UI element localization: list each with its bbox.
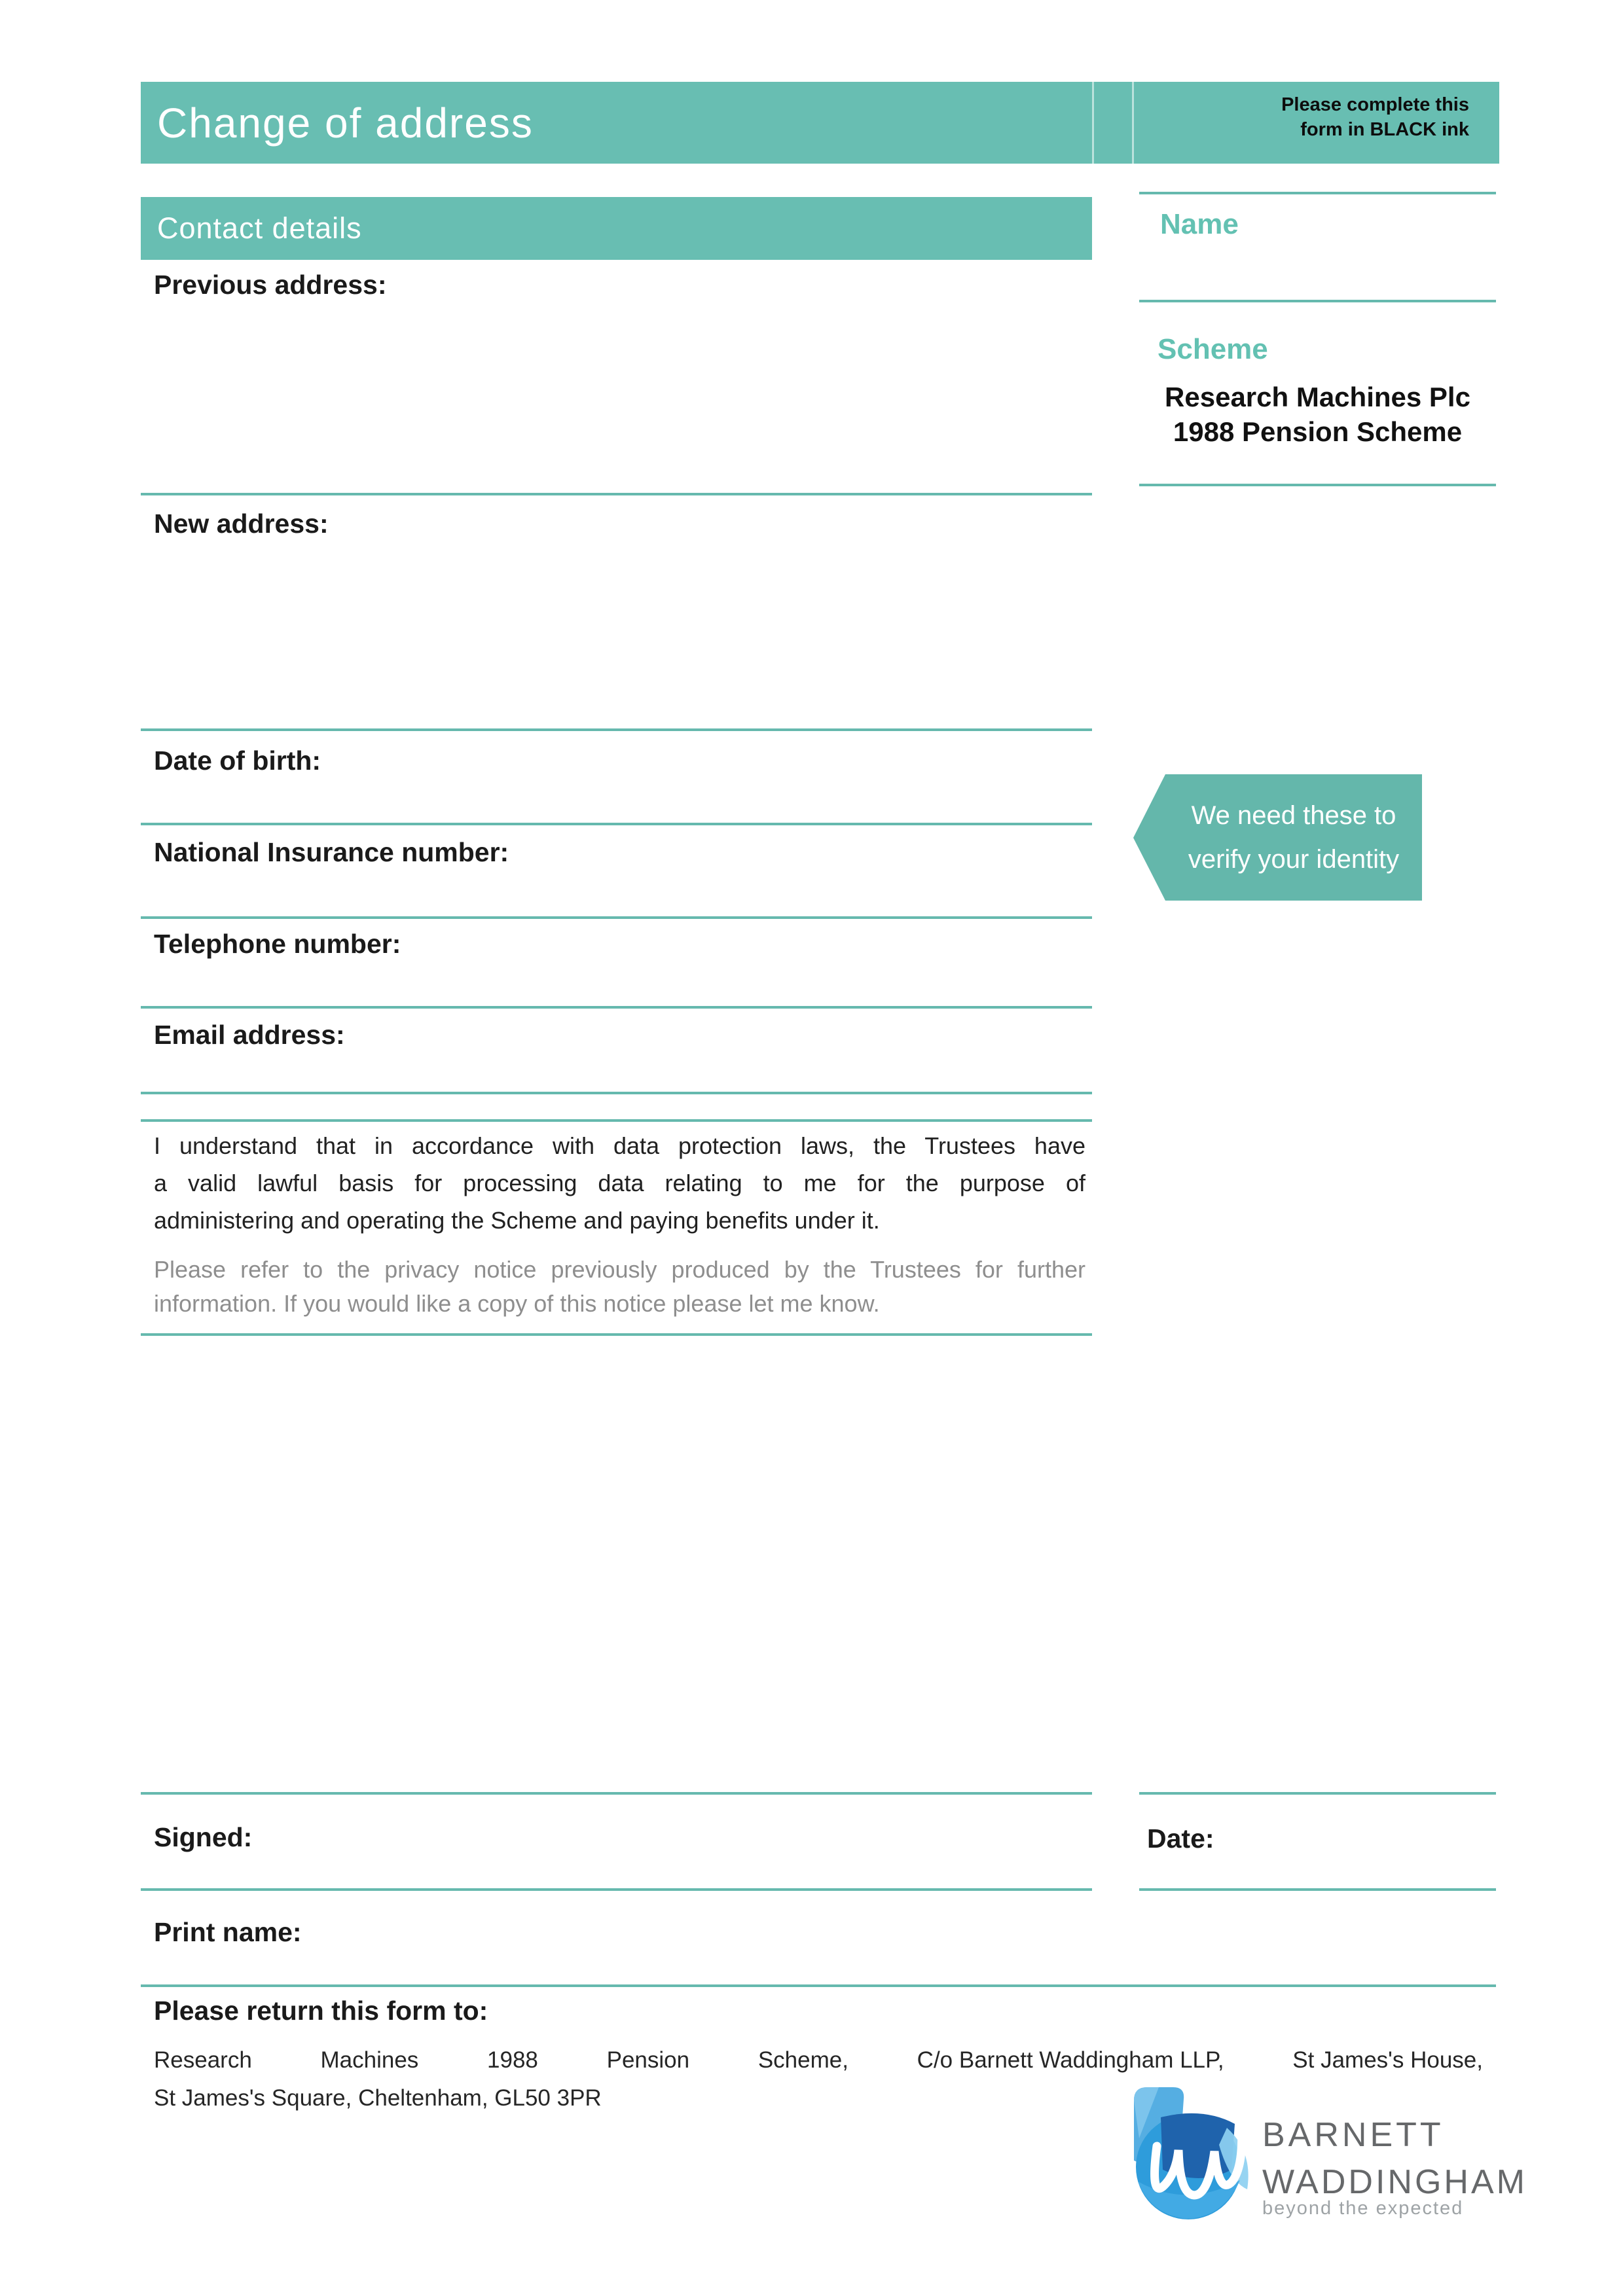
return-address-segment: Research — [154, 2047, 252, 2073]
identity-callout — [1133, 774, 1422, 901]
scheme-name — [1139, 380, 1496, 449]
print-name-label: Print name: — [154, 1917, 302, 1947]
ni-number-input[interactable] — [504, 828, 1087, 913]
black-ink-instruction — [1281, 92, 1469, 142]
return-address-segment: 1988 — [487, 2047, 538, 2073]
ni-number-label: National Insurance number: — [154, 837, 509, 867]
date-of-birth-rule — [141, 823, 1092, 825]
declaration-line1: I understand that in accordance with data protection laws, the Trustees have — [154, 1132, 1085, 1159]
return-address-segment: Scheme, — [757, 2047, 848, 2073]
new-address-rule — [141, 728, 1092, 731]
telephone-label: Telephone number: — [154, 929, 401, 959]
signed-top-rule — [141, 1792, 1092, 1795]
privacy-note-line2: information. If you would like a copy of this notice please let me know. — [154, 1290, 880, 1317]
header-bar — [141, 82, 1499, 164]
page-title: Change of address — [157, 99, 534, 147]
previous-address-rule — [141, 493, 1092, 495]
email-label: Email address: — [154, 1020, 345, 1050]
header-divider-seam — [1132, 82, 1134, 164]
declaration-text — [154, 1127, 1085, 1239]
barnett-waddingham-logo-icon — [1125, 2083, 1253, 2219]
date-input[interactable] — [1237, 1800, 1496, 1885]
telephone-input[interactable] — [458, 920, 1087, 1001]
print-name-bottom-rule — [141, 1984, 1496, 1987]
ni-number-rule — [141, 916, 1092, 919]
identity-callout-text — [1165, 774, 1422, 901]
name-input[interactable] — [1139, 242, 1496, 298]
scheme-name-line2: 1988 Pension Scheme — [1173, 416, 1463, 447]
identity-callout-line1: We need these to — [1191, 800, 1396, 830]
scheme-bottom-rule — [1139, 484, 1496, 486]
contact-details-heading: Contact details — [157, 211, 362, 245]
logo-name-line2: WADDINGHAM — [1262, 2163, 1527, 2201]
date-bottom-rule — [1139, 1888, 1496, 1891]
privacy-note — [154, 1253, 1085, 1321]
scheme-name-line1: Research Machines Plc — [1165, 382, 1470, 412]
new-address-input[interactable] — [141, 543, 1092, 726]
name-top-rule — [1139, 192, 1496, 194]
return-address-segment: St James's House, — [1292, 2047, 1483, 2073]
privacy-note-line1: Please refer to the privacy notice previously produced by the Trustees for further — [154, 1256, 1085, 1283]
declaration-top-rule — [141, 1119, 1092, 1122]
black-ink-instruction-line2: form in BLACK ink — [1300, 119, 1469, 140]
return-address-segment: Pension — [606, 2047, 690, 2073]
identity-callout-line2: verify your identity — [1188, 844, 1400, 874]
email-input[interactable] — [406, 1011, 1087, 1090]
return-address-line1 — [154, 2047, 1483, 2073]
previous-address-input[interactable] — [141, 301, 1092, 491]
signed-label: Signed: — [154, 1822, 253, 1852]
name-bottom-rule — [1139, 300, 1496, 302]
telephone-rule — [141, 1006, 1092, 1009]
scheme-heading: Scheme — [1158, 333, 1268, 365]
declaration-line3: administering and operating the Scheme and paying benefits under it. — [154, 1207, 880, 1234]
date-of-birth-input[interactable] — [458, 736, 1087, 818]
date-top-rule — [1139, 1792, 1496, 1795]
new-address-label: New address: — [154, 509, 329, 539]
previous-address-label: Previous address: — [154, 270, 387, 300]
logo-name-line1: BARNETT — [1262, 2116, 1444, 2154]
name-heading: Name — [1160, 208, 1239, 240]
return-address-line2: St James's Square, Cheltenham, GL50 3PR — [154, 2085, 602, 2111]
date-label: Date: — [1147, 1823, 1214, 1854]
logo-tagline: beyond the expected — [1262, 2198, 1464, 2219]
signed-bottom-rule — [141, 1888, 1092, 1891]
return-address-segment: Machines — [320, 2047, 419, 2073]
contact-details-section-header — [141, 197, 1092, 260]
return-heading: Please return this form to: — [154, 1996, 488, 2026]
return-address-segment: C/o Barnett Waddingham LLP, — [917, 2047, 1224, 2073]
declaration-line2: a valid lawful basis for processing data relating to me for the purpose of — [154, 1170, 1085, 1196]
date-of-birth-label: Date of birth: — [154, 745, 321, 776]
black-ink-instruction-line1: Please complete this — [1281, 94, 1469, 115]
print-name-input[interactable] — [314, 1895, 1087, 1980]
email-rule — [141, 1092, 1092, 1094]
header-divider-seam — [1092, 82, 1094, 164]
declaration-bottom-rule — [141, 1333, 1092, 1336]
signed-input[interactable] — [275, 1800, 1087, 1885]
